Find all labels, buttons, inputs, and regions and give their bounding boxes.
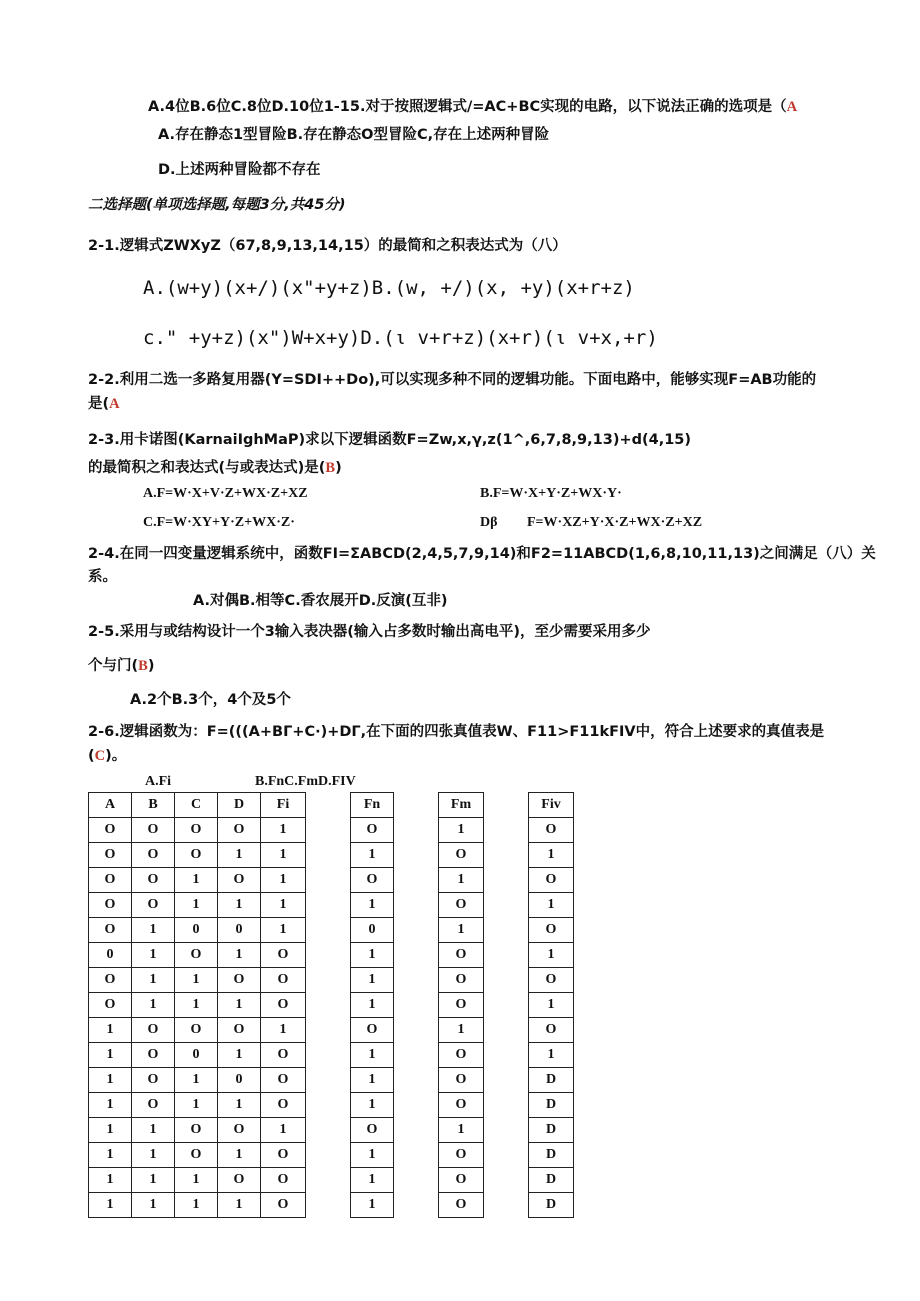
table-header-cell: Fn [351,793,394,818]
table-cell: O [132,1093,175,1118]
table-gap [306,968,351,993]
table-row [89,893,574,918]
table-cell: O [529,1018,574,1043]
table-cell: O [89,893,132,918]
table-cell: 0 [175,1043,218,1068]
table-cell: O [261,1168,306,1193]
question-2-3-option-a: A.F=W·X+V·Z+WX·Z+XZ [143,486,308,501]
table-cell: 1 [261,868,306,893]
table-header-cell: D [218,793,261,818]
table-gap [306,918,351,943]
table-gap [484,943,529,968]
table-cell: 1 [529,993,574,1018]
table-cell: 1 [89,1143,132,1168]
table-cell: O [261,1068,306,1093]
table-gap [484,918,529,943]
table-gap [394,1068,439,1093]
table-cell: O [261,1093,306,1118]
table-cell: 1 [218,943,261,968]
table-cell: O [261,968,306,993]
table-row [89,1043,574,1068]
question-2-3-option-d-label: Dβ [480,515,498,530]
table-gap [484,1093,529,1118]
table-gap [484,1193,529,1218]
table-row [89,1118,574,1143]
table-cell: O [175,1018,218,1043]
table-cell: O [218,968,261,993]
table-cell: O [89,968,132,993]
table-gap [484,1018,529,1043]
table-cell: 1 [175,1068,218,1093]
table-cell: 1 [89,1093,132,1118]
table-gap [484,1143,529,1168]
table-gap [306,868,351,893]
table-gap [394,968,439,993]
table-cell: 1 [89,1068,132,1093]
question-2-2: 2-2.利用二选一多路复用器(Y=SDI++Do),可以实现多种不同的逻辑功能。下面电路中，能够实现F=AB功能的 [88,372,817,388]
table-cell: 0 [218,918,261,943]
table-cell: O [439,1093,484,1118]
table-gap [394,1043,439,1068]
table-cell: 1 [261,893,306,918]
table-cell: 1 [439,918,484,943]
table-row [89,1168,574,1193]
table-gap [394,1018,439,1043]
table-cell: O [132,1018,175,1043]
question-2-3: 2-3.用卡诺图(KarnaiIghMaP)求以下逻辑函数F=Zw,x,γ,z(1^,6,7,8,9,13)+d(4,15) [88,432,692,448]
table-row [89,1193,574,1218]
table-gap [394,943,439,968]
table-cell: O [132,868,175,893]
table-cell: D [529,1068,574,1093]
question-2-3-option-b: B.F=W·X+Y·Z+WX·Y· [480,486,622,501]
table-cell: O [439,968,484,993]
table-cell: 1 [351,993,394,1018]
table-gap [484,793,529,818]
table-gap [394,1168,439,1193]
table-cell: 1 [351,1068,394,1093]
table-cell: O [132,843,175,868]
table-cell: 1 [351,943,394,968]
table-cell: 1 [218,893,261,918]
table-cell: O [439,1068,484,1093]
table-gap [484,968,529,993]
question-1-15-text: A.4位B.6位C.8位D.10位1-15.对于按照逻辑式/=AC+BC实现的电路，以下说法正确的选项是（ [148,99,787,115]
table-cell: O [89,868,132,893]
table-header-cell: B [132,793,175,818]
table-cell: 1 [175,1168,218,1193]
table-row [89,1068,574,1093]
table-cell: O [351,1118,394,1143]
table-cell: 1 [351,1143,394,1168]
table-cell: O [132,893,175,918]
table-cell: 1 [351,1193,394,1218]
table-cell: O [218,868,261,893]
table-cell: O [175,943,218,968]
table-cell: O [132,818,175,843]
table-row [89,943,574,968]
table-cell: 1 [175,993,218,1018]
table-cell: O [261,1193,306,1218]
table-cell: 1 [175,968,218,993]
table-cell: 1 [132,918,175,943]
table-row [89,918,574,943]
table-cell: 1 [175,1093,218,1118]
answer-2-2: A [109,396,120,412]
table-cell: 1 [89,1043,132,1068]
question-2-3-option-c: C.F=W·XY+Y·Z+WX·Z· [143,515,295,530]
table-cell: D [529,1193,574,1218]
table-row [89,993,574,1018]
table-gap [394,1143,439,1168]
table-cell: 1 [132,993,175,1018]
table-gap [306,943,351,968]
table-gap [394,1193,439,1218]
table-cell: 1 [351,843,394,868]
table-cell: O [529,968,574,993]
question-2-1-options-cd: c." +y+z)(x")W+x+y)D.(ι v+r+z)(x+r)(ι v+x,+r) [143,327,658,349]
question-2-4: 2-4.在同一四变量逻辑系统中，函数FI=ΣABCD(2,4,5,7,9,14)和F2=11ABCD(1,6,8,10,11,13)之间满足（八）关 [88,546,876,562]
table-cell: 1 [351,1093,394,1118]
table-cell: 1 [89,1168,132,1193]
table-gap [394,993,439,1018]
table-gap [306,1168,351,1193]
table-cell: O [89,918,132,943]
table-gap [394,918,439,943]
table-cell: O [175,1118,218,1143]
table-cell: 1 [261,818,306,843]
table-caption-a: A.Fi [145,774,172,789]
question-2-3-cont-text: 的最简积之和表达式(与或表达式)是( [88,460,326,476]
answer-2-3: B [325,460,336,476]
question-2-6: 2-6.逻辑函数为：F=(((A+BΓ+C·)+DΓ,在下面的四张真值表W、F11>F11kFIV中，符合上述要求的真值表是 [88,724,825,740]
table-gap [306,1018,351,1043]
table-cell: 1 [529,943,574,968]
table-cell: O [439,943,484,968]
table-gap [306,1143,351,1168]
table-gap [484,1118,529,1143]
answer-2-6: C [94,748,106,764]
table-row [89,1018,574,1043]
table-gap [394,1093,439,1118]
table-gap [394,843,439,868]
table-cell: O [439,893,484,918]
table-cell: 1 [261,1018,306,1043]
question-1-15-options: A.存在静态1型冒险B.存在静态O型冒险C,存在上述两种冒险 [158,127,550,143]
table-header-cell: A [89,793,132,818]
table-cell: 1 [175,1193,218,1218]
table-cell: 1 [529,893,574,918]
table-cell: O [218,818,261,843]
table-row [89,1093,574,1118]
question-2-4-cont: 系。 [88,569,117,585]
table-cell: 1 [132,968,175,993]
answer-1-15: A [786,99,798,115]
table-cell: 1 [351,968,394,993]
table-cell: 1 [529,843,574,868]
table-header-cell: C [175,793,218,818]
table-cell: 1 [261,918,306,943]
table-cell: O [89,843,132,868]
table-cell: D [529,1118,574,1143]
table-cell: 1 [351,893,394,918]
truth-table [88,792,574,1218]
question-2-5-cont-text: 个与门( [88,658,139,674]
table-cell: 1 [218,843,261,868]
table-gap [306,1193,351,1218]
table-cell: 1 [175,868,218,893]
table-gap [306,1093,351,1118]
table-cell: O [175,843,218,868]
table-cell: 1 [218,1043,261,1068]
table-gap [484,1068,529,1093]
table-cell: 1 [132,943,175,968]
question-2-2-cont-text: 是( [88,396,110,412]
table-cell: O [439,1043,484,1068]
answer-2-5: B [138,658,148,674]
table-gap [306,993,351,1018]
table-cell: 1 [439,1018,484,1043]
table-cell: O [175,818,218,843]
table-gap [394,1118,439,1143]
table-header-cell: Fm [439,793,484,818]
table-gap [484,818,529,843]
table-cell: D [529,1093,574,1118]
table-header-cell: Fi [261,793,306,818]
table-cell: 1 [218,993,261,1018]
table-cell: 1 [218,1193,261,1218]
table-cell: O [529,918,574,943]
table-cell: O [261,1043,306,1068]
table-cell: 1 [439,868,484,893]
table-cell: O [175,1143,218,1168]
table-cell: O [439,843,484,868]
table-row [89,968,574,993]
table-cell: 1 [529,1043,574,1068]
table-cell: O [439,1193,484,1218]
table-gap [306,1068,351,1093]
table-gap [484,893,529,918]
table-cell: O [261,943,306,968]
table-cell: 1 [439,818,484,843]
table-gap [394,868,439,893]
table-cell: 1 [89,1193,132,1218]
question-2-2-cont [88,394,120,414]
table-cell: O [89,818,132,843]
question-1-15 [148,97,797,117]
table-cell: O [218,1118,261,1143]
table-cell: 1 [132,1168,175,1193]
table-cell: O [351,868,394,893]
table-gap [306,818,351,843]
table-cell: 1 [218,1143,261,1168]
table-header-cell: Fiv [529,793,574,818]
table-cell: O [218,1168,261,1193]
table-cell: D [529,1143,574,1168]
question-2-1: 2-1.逻辑式ZWXyZ（67,8,9,13,14,15）的最简和之积表达式为（八） [88,238,567,254]
table-gap [306,893,351,918]
question-2-3-option-d: F=W·XZ+Y·X·Z+WX·Z+XZ [527,515,703,530]
table-cell: O [218,1018,261,1043]
table-cell: O [439,1168,484,1193]
table-gap [306,1118,351,1143]
table-cell: 1 [439,1118,484,1143]
table-cell: O [529,868,574,893]
table-cell: 0 [89,943,132,968]
table-gap [484,1043,529,1068]
table-cell: 1 [218,1093,261,1118]
table-cell: O [351,818,394,843]
table-cell: 1 [261,1118,306,1143]
table-cell: 0 [175,918,218,943]
table-cell: 1 [132,1193,175,1218]
table-row [89,1143,574,1168]
table-cell: O [261,993,306,1018]
question-2-6-cont [88,746,126,766]
table-cell: 0 [351,918,394,943]
section-heading: 二选择题(单项选择题,每题3分,共45分) [88,197,346,213]
table-caption-bcd: B.FnC.FmD.FIV [255,774,356,789]
table-gap [394,818,439,843]
table-header-row [89,793,574,818]
table-cell: 1 [261,843,306,868]
table-gap [394,793,439,818]
table-gap [306,793,351,818]
table-gap [484,993,529,1018]
table-row [89,868,574,893]
table-cell: O [351,1018,394,1043]
table-cell: 1 [351,1043,394,1068]
question-2-5: 2-5.采用与或结构设计一个3输入表决器(输入占多数时输出高电平)，至少需要采用多少 [88,624,651,640]
table-gap [484,843,529,868]
table-cell: O [132,1068,175,1093]
table-cell: O [439,1143,484,1168]
question-2-5-cont: 个与门(B) [88,658,155,674]
table-gap [306,1043,351,1068]
table-cell: 1 [132,1118,175,1143]
table-cell: O [132,1043,175,1068]
table-cell: 1 [89,1118,132,1143]
table-cell: 1 [89,1018,132,1043]
table-cell: 0 [218,1068,261,1093]
table-row [89,818,574,843]
question-2-6-close: )。 [105,748,127,764]
table-cell: 1 [132,1143,175,1168]
table-cell: O [261,1143,306,1168]
table-cell: 1 [351,1168,394,1193]
question-2-1-options-ab: A.(w+y)(x+/)(x"+y+z)B.(w, +/)(x, +y)(x+r+z) [143,277,635,299]
table-cell: O [529,818,574,843]
question-1-15-option-d: D.上述两种冒险都不存在 [158,162,321,178]
table-cell: O [439,993,484,1018]
table-cell: D [529,1168,574,1193]
question-2-5-options: A.2个B.3个，4个及5个 [130,692,291,708]
table-gap [306,843,351,868]
question-2-3-cont: 的最简积之和表达式(与或表达式)是(B) [88,460,342,476]
table-cell: 1 [175,893,218,918]
table-gap [484,1168,529,1193]
table-gap [484,868,529,893]
question-2-4-options: A.对偶B.相等C.香农展开D.反演(互非) [193,593,448,609]
table-gap [394,893,439,918]
table-cell: O [89,993,132,1018]
question-2-6-open: ( [88,748,95,764]
table-row [89,843,574,868]
